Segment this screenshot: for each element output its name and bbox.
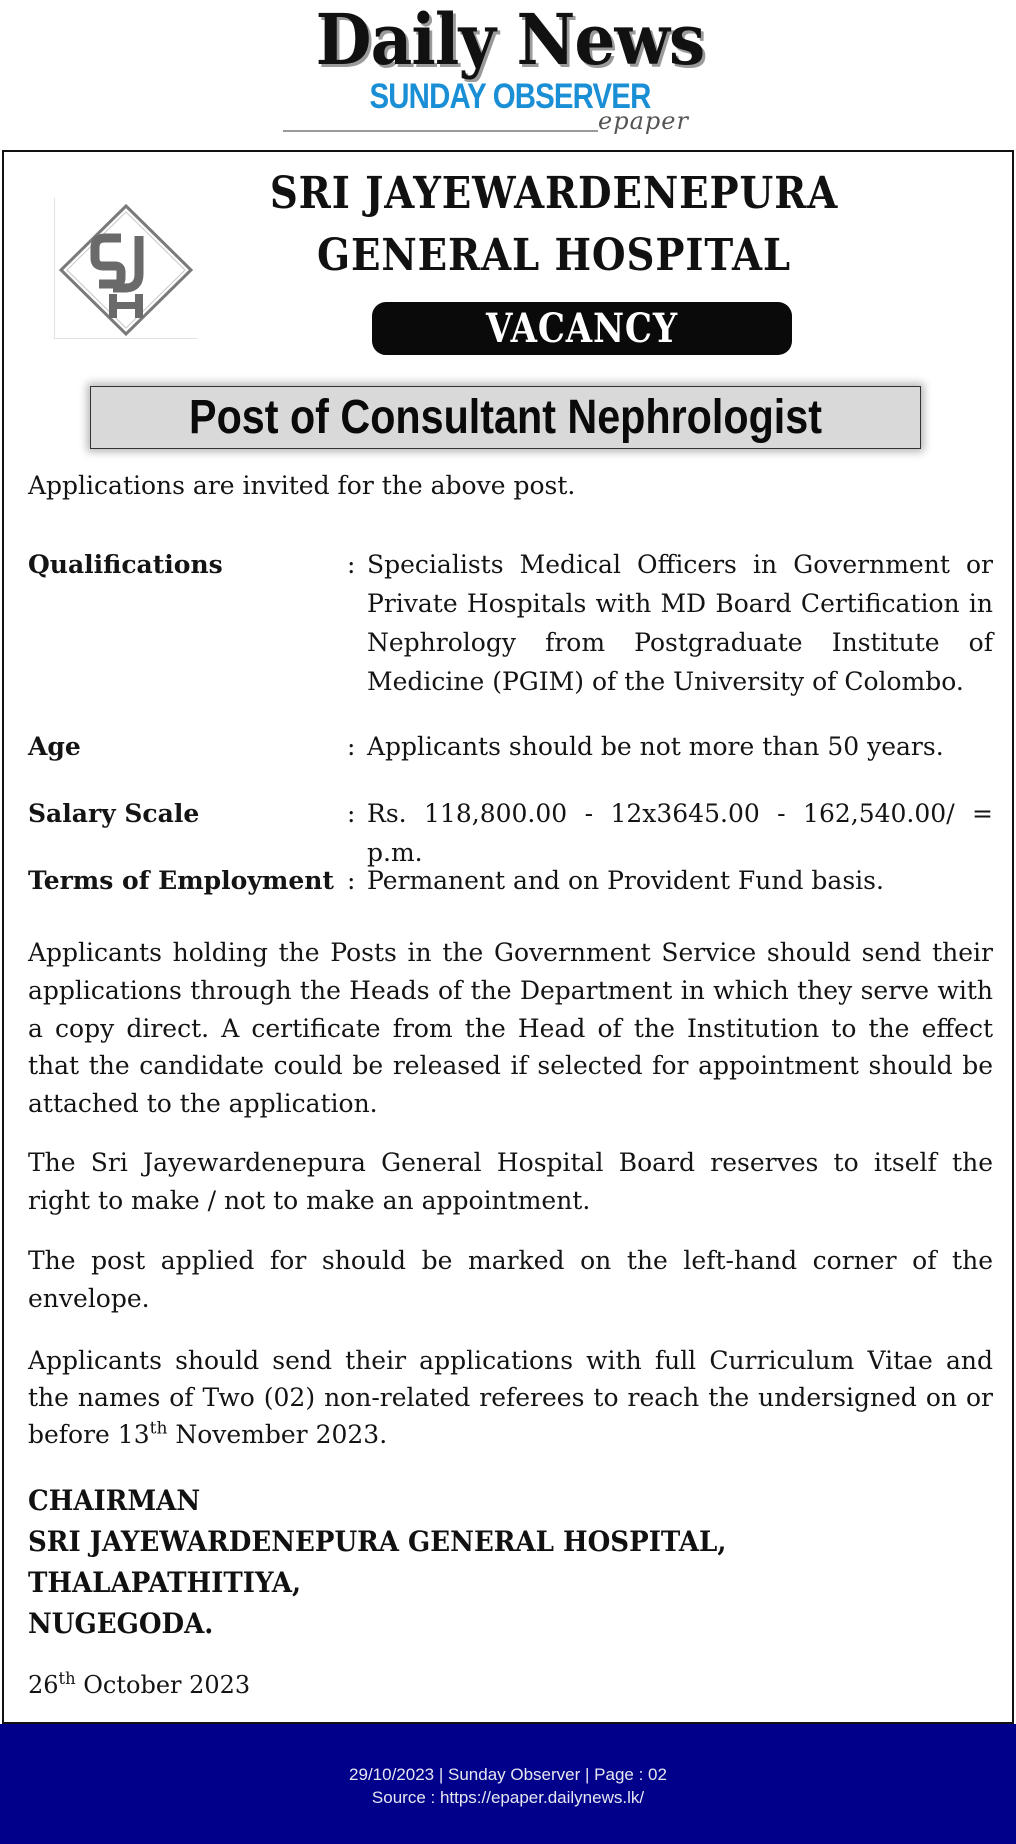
institution-name-line1: SRI JAYEWARDENEPURA <box>269 168 839 219</box>
detail-value: Permanent and on Provident Fund basis. <box>367 866 884 895</box>
paragraph-board-rights: The Sri Jayewardenepura General Hospital Board reserves to itself the right to make / not to make an appointment. <box>28 1148 993 1215</box>
signatory-title: CHAIRMAN <box>28 1484 201 1517</box>
closing-ordinal: th <box>149 1418 168 1439</box>
masthead-logo <box>270 0 750 145</box>
post-title-box <box>90 386 921 449</box>
footer-source-link[interactable]: Source : https://epaper.dailynews.lk/ <box>371 1788 645 1807</box>
epaper-footer <box>0 1724 1016 1844</box>
detail-value: Applicants should be not more than 50 years. <box>367 732 944 761</box>
detail-label: Age <box>28 732 81 761</box>
detail-value: Rs. 118,800.00 - 12x3645.00 - 162,540.00/ = p.m. <box>367 799 993 867</box>
detail-value: Specialists Medical Officers in Government or Private Hospitals with MD Board Certification in Nephrology from Postgraduate Institute of Medicine (PGIM) of the University of Colombo. <box>367 550 993 696</box>
detail-separator: : <box>347 550 356 579</box>
closing-text: Applicants should send their applications with full Curriculum Vitae and the names of Two (02) non-related referees to reach the undersigned on or before 13 <box>28 1346 993 1449</box>
signatory-locality: THALAPATHITIYA, <box>28 1566 302 1599</box>
date-rest: October 2023 <box>75 1671 251 1699</box>
detail-separator: : <box>347 799 356 828</box>
detail-separator: : <box>347 866 356 895</box>
paragraph-government-service: Applicants holding the Posts in the Government Service should send their applications through the Heads of the Department in which they serve with a copy direct. A certificate from the Head of the Institution to the effect that the candidate could be released if selected for appointment should be attached to the application. <box>28 938 993 1119</box>
detail-separator: : <box>347 732 356 761</box>
institution-name-line2: GENERAL HOSPITAL <box>317 230 791 281</box>
advert-date <box>28 1668 250 1702</box>
post-title: Post of Consultant Nephrologist <box>189 391 822 444</box>
daily-news-wordmark: Daily News <box>315 0 705 81</box>
detail-label: Qualifications <box>28 550 223 579</box>
date-day: 26 <box>28 1671 59 1699</box>
paragraph-closing-date <box>28 1342 993 1453</box>
vacancy-badge <box>372 302 792 355</box>
epaper-label: epaper <box>598 107 689 135</box>
closing-text-end: November 2023. <box>167 1420 388 1449</box>
signature-block <box>28 1480 726 1644</box>
vacancy-badge-label: VACANCY <box>486 305 678 352</box>
footer-issue-info: 29/10/2023 | Sunday Observer | Page : 02 <box>349 1765 667 1784</box>
masthead-rule <box>283 130 598 132</box>
intro-text: Applications are invited for the above post. <box>28 471 576 500</box>
date-ordinal: th <box>58 1669 76 1689</box>
paragraph-envelope: The post applied for should be marked on the left-hand corner of the envelope. <box>28 1246 993 1313</box>
signatory-institution: SRI JAYEWARDENEPURA GENERAL HOSPITAL, <box>28 1525 727 1558</box>
detail-label: Salary Scale <box>28 799 200 828</box>
sunday-observer-wordmark: SUNDAY OBSERVER <box>369 77 651 116</box>
signatory-city: NUGEGODA. <box>28 1607 214 1640</box>
vacancy-advert <box>2 150 1014 1724</box>
detail-label: Terms of Employment <box>28 866 334 895</box>
